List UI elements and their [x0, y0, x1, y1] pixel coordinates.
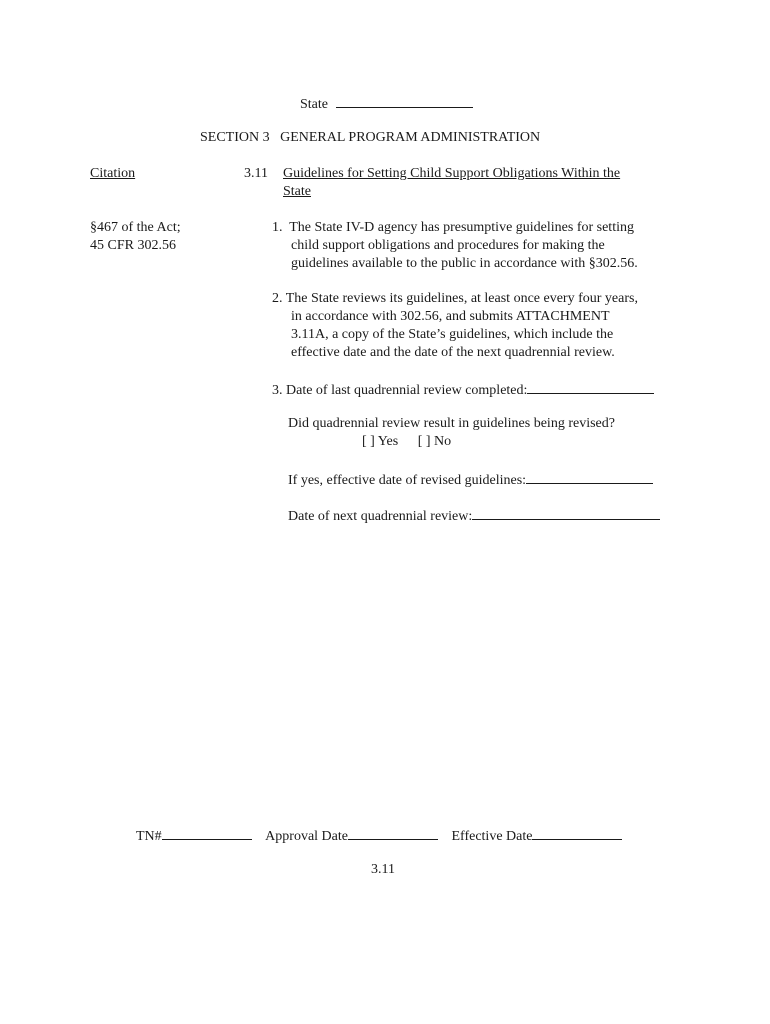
paragraph-2-line2: in accordance with 302.56, and submits ATTACHMENT	[291, 309, 610, 324]
paragraph-1	[272, 219, 638, 273]
item-title-line1: Guidelines for Setting Child Support Obligations Within the	[283, 166, 621, 181]
paragraph-2-line4: effective date and the date of the next quadrennial review.	[291, 345, 615, 360]
state-line	[300, 93, 473, 114]
next-review-line	[288, 505, 660, 526]
paragraph-2	[272, 290, 638, 362]
citation-heading: Citation	[90, 166, 136, 181]
next-review-label: Date of next quadrennial review:	[288, 509, 473, 524]
yes-checkbox[interactable]: [ ] Yes	[362, 434, 399, 449]
paragraph-1-line1: 1. The State IV-D agency has presumptive guidelines for setting	[272, 220, 634, 235]
revised-effective-input[interactable]	[526, 469, 653, 484]
citation-act: §467 of the Act;	[90, 220, 181, 235]
last-review-line	[272, 379, 654, 400]
tn-input[interactable]	[162, 825, 252, 840]
page-number: 3.11	[371, 862, 395, 877]
no-checkbox[interactable]: [ ] No	[417, 434, 452, 449]
last-review-input[interactable]	[527, 379, 654, 394]
next-review-input[interactable]	[472, 505, 660, 520]
approval-date-label: Approval Date	[265, 829, 348, 844]
state-label: State	[300, 97, 328, 112]
footer-fields	[136, 825, 622, 846]
paragraph-2-line3: 3.11A, a copy of the State’s guidelines, which include the	[291, 327, 614, 342]
last-review-label: 3. Date of last quadrennial review completed:	[272, 383, 528, 398]
tn-label: TN#	[136, 829, 162, 844]
revised-effective-line	[288, 469, 653, 490]
paragraph-1-line3: guidelines available to the public in accordance with §302.56.	[291, 256, 638, 271]
approval-date-input[interactable]	[348, 825, 438, 840]
citation-cfr: 45 CFR 302.56	[90, 238, 176, 253]
state-input[interactable]	[336, 93, 473, 108]
revised-question: Did quadrennial review result in guidelines being revised?	[288, 416, 615, 431]
paragraph-2-line1: 2. The State reviews its guidelines, at least once every four years,	[272, 291, 638, 306]
effective-date-input[interactable]	[532, 825, 622, 840]
yes-no-options	[362, 433, 451, 451]
item-number: 3.11	[244, 166, 268, 181]
section-title: SECTION 3 GENERAL PROGRAM ADMINISTRATION	[200, 130, 541, 145]
effective-date-label: Effective Date	[451, 829, 533, 844]
revised-effective-label: If yes, effective date of revised guidelines:	[288, 473, 527, 488]
paragraph-1-line2: child support obligations and procedures for making the	[291, 238, 605, 253]
item-title-line2: State	[283, 184, 311, 199]
